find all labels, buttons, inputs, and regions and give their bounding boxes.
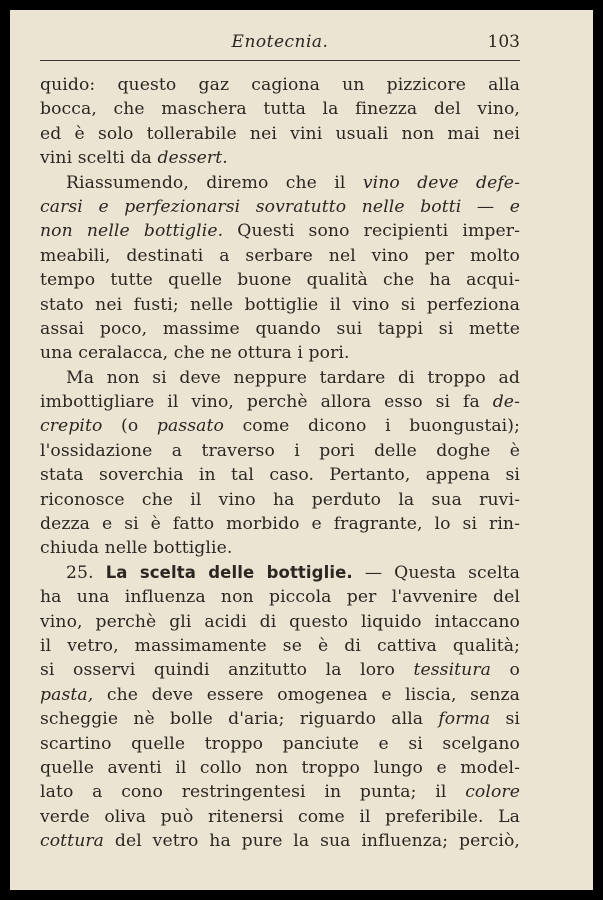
running-header (40, 32, 520, 61)
text-line: stato nei fusti; nelle bottiglie il vino si perfeziona (40, 294, 520, 315)
section-heading-line (40, 561, 520, 585)
italic-term: passato (156, 416, 224, 437)
text-line (40, 829, 520, 853)
text-span: si osservi quindi anzitutto la loro (40, 660, 414, 681)
text-line (40, 707, 520, 731)
text-line (40, 390, 520, 414)
running-title: Enotecnia. (231, 32, 329, 52)
text-span: lato a cono restringentesi in punta; il (40, 782, 466, 803)
text-span: come dicono i buongustai); (223, 416, 520, 437)
text-line: stata soverchia in tal caso. Pertanto, appena si (40, 465, 520, 486)
italic-term: carsi e perfezionarsi sovratutto nelle botti (40, 196, 462, 217)
italic-term: cottura (40, 831, 105, 852)
italic-term: forma (438, 709, 491, 730)
text-line: assai poco, massime quando sui tappi si mette (40, 318, 520, 339)
text-line: chiuda nelle bottiglie. (40, 538, 233, 559)
text-line: l'ossidazione a traverso i pori delle doghe è (40, 440, 520, 461)
text-line: ed è solo tollerabile nei vini usuali non mai nei (40, 123, 520, 144)
text-line: ha una influenza non piccola per l'avvenire del (40, 587, 520, 608)
italic-term: e (509, 196, 520, 217)
text-span: Questi sono recipienti imper- (223, 221, 520, 242)
text-line: scartino quelle troppo panciute e si scelgano (40, 733, 520, 754)
italic-term: tessitura (413, 660, 492, 681)
italic-term: vino deve defe- (362, 172, 520, 193)
text-line: bocca, che maschera tutta la finezza del vino, (40, 99, 520, 120)
text-line: riconosce che il vino ha perduto la sua ruvi- (40, 489, 520, 510)
page-number: 103 (487, 32, 520, 52)
text-span: scheggie nè bolle d'aria; riguardo alla (40, 709, 439, 730)
section-number: 25. (66, 562, 106, 583)
italic-term: non nelle bottiglie. (40, 221, 224, 242)
text-line: il vetro, massimamente se è di cattiva qualità; (40, 635, 520, 656)
text-span: o (491, 660, 521, 681)
body-text (40, 73, 520, 854)
text-line: vino, perchè gli acidi di questo liquido intaccano (40, 611, 520, 632)
italic-term: pasta, (40, 684, 94, 705)
text-span: — (461, 196, 510, 217)
text-span: che deve essere omogenea e liscia, senza (93, 684, 520, 705)
text-line (40, 414, 520, 438)
text-line: verde oliva può ritenersi come il preferibile. La (40, 806, 520, 827)
text-span: si (490, 709, 520, 730)
text-line (40, 171, 520, 195)
text-line (40, 146, 520, 170)
italic-term: crepito (40, 416, 103, 437)
text-span: Riassumendo, diremo che il (66, 172, 363, 193)
book-page (10, 10, 593, 890)
italic-term: de- (492, 392, 520, 413)
text-line: dezza e si è fatto morbido e fragrante, lo si rin- (40, 514, 520, 535)
italic-term: dessert. (157, 148, 228, 169)
text-span: del vetro ha pure la sua influenza; perciò, (104, 831, 520, 852)
text-line: tempo tutte quelle buone qualità che ha acqui- (40, 270, 520, 291)
text-line (40, 780, 520, 804)
text-line (40, 658, 520, 682)
text-line: meabili, destinati a serbare nel vino per molto (40, 245, 520, 266)
text-span: imbottigliare il vino, perchè allora esso si fa (40, 392, 493, 413)
text-span: — Questa scelta (352, 562, 520, 583)
text-span: vini scelti da (40, 148, 158, 169)
text-span: (o (102, 416, 157, 437)
text-line: quelle aventi il collo non troppo lungo e model- (40, 757, 520, 778)
text-line (40, 195, 520, 219)
text-line (40, 683, 520, 707)
text-line: quido: questo gaz cagiona un pizzicore alla (40, 75, 520, 95)
section-heading: La scelta delle bottiglie. (105, 562, 353, 582)
text-line: Ma non si deve neppure tardare di troppo ad (66, 367, 520, 388)
italic-term: colore (465, 782, 520, 803)
text-line: una ceralacca, che ne ottura i pori. (40, 343, 350, 364)
text-line (40, 219, 520, 243)
